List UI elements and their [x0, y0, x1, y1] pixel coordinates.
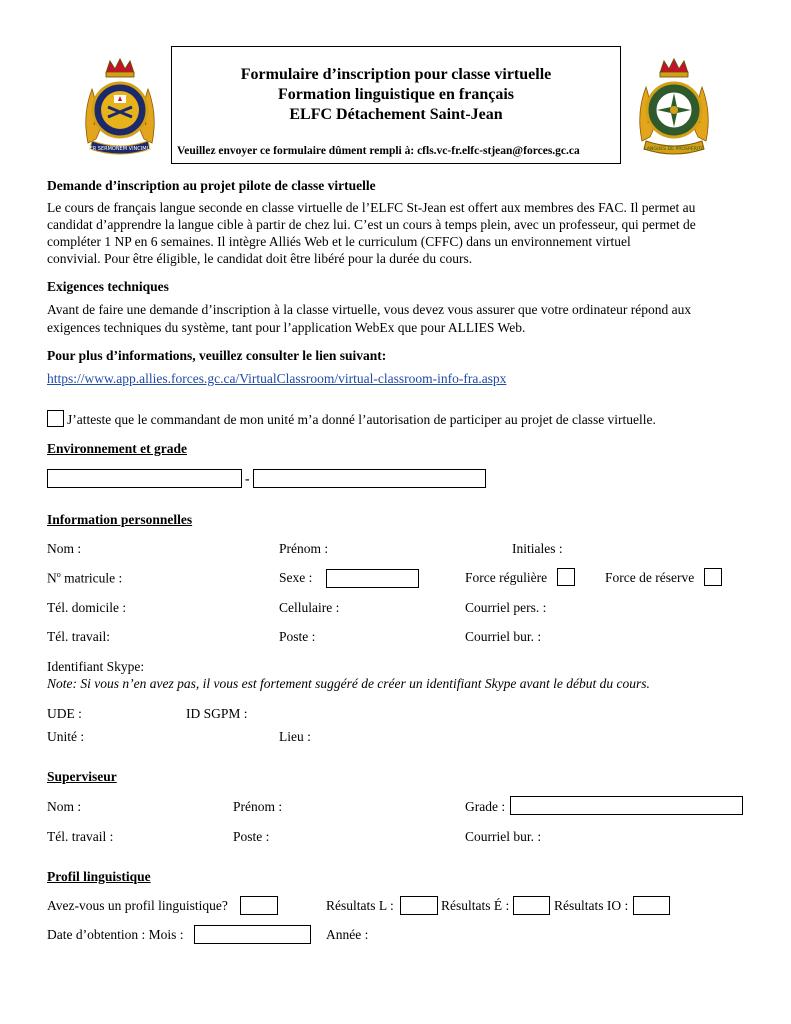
year-label: Année : [326, 927, 369, 942]
environment-select[interactable] [47, 469, 242, 488]
attest-checkbox[interactable] [47, 410, 64, 427]
supervisor-work-phone-label: Tél. travail : [47, 829, 114, 844]
work-email-label: Courriel bur. : [465, 629, 542, 644]
info-heading: Pour plus d’informations, veuillez consulter le lien suivant: [47, 348, 387, 363]
intro-line-2: candidat d’apprendre la langue cible à partir de chez lui. C’est un cours à temps plein, avec un professeur, qui permet de [47, 217, 696, 232]
work-phone-label: Tél. travail: [47, 629, 110, 644]
intro-line-4: convivial. Pour être éligible, le candidat doit être libéré pour la durée du cours. [47, 251, 473, 266]
month-select[interactable] [194, 925, 311, 944]
elfc-crest-left-logo [78, 55, 162, 157]
supervisor-rank-label: Grade : [465, 799, 506, 814]
unit-label: Unité : [47, 729, 85, 744]
ude-label: UDE : [47, 706, 82, 721]
cell-phone-label: Cellulaire : [279, 600, 340, 615]
personal-email-label: Courriel pers. : [465, 600, 547, 615]
oral-result-select[interactable] [633, 896, 670, 915]
elfc-crest-right-logo [632, 55, 716, 157]
home-phone-label: Tél. domicile : [47, 600, 127, 615]
supervisor-heading: Superviseur [47, 769, 117, 784]
attest-label: J’atteste que le commandant de mon unité m’a donné l’autorisation de participer au projet de classe virtuelle. [67, 412, 656, 427]
form-detachment: ELFC Détachement Saint-Jean [289, 106, 503, 123]
writing-result-select[interactable] [513, 896, 550, 915]
supervisor-work-email-label: Courriel bur. : [465, 829, 542, 844]
supervisor-last-name-label: Nom : [47, 799, 82, 814]
reserve-force-checkbox[interactable] [704, 568, 722, 586]
tech-heading: Exigences techniques [47, 279, 169, 294]
left-emblem-motto: PER SERMONEM VINCIMUS [86, 146, 154, 152]
tech-line-2: exigences techniques du système, tant pour l’application WebEx que pour ALLIES Web. [47, 320, 526, 335]
send-instruction: Veuillez envoyer ce formulaire dûment rempli à: cfls.vc-fr.elfc-stjean@forces.gc.ca [177, 145, 580, 157]
regular-force-label: Force régulière [465, 570, 548, 585]
profile-question-label: Avez-vous un profil linguistique? [47, 898, 228, 913]
id-sgpm-label: ID SGPM : [186, 706, 248, 721]
intro-line-3: compléter 1 NP en 6 semaines. Il intègre Alliés Web et le curriculum (CFFC) dans un environnement virtuel [47, 234, 631, 249]
rank-select[interactable] [253, 469, 486, 488]
personal-heading: Information personnelles [47, 512, 193, 527]
tech-line-1: Avant de faire une demande d’inscription à la classe virtuelle, vous devez vous assurer que votre ordinateur répond aux [47, 302, 692, 317]
skype-note: Note: Si vous n’en avez pas, il vous est fortement suggéré de créer un identifiant Skype avant le début du cours. [47, 676, 650, 691]
skype-label: Identifiant Skype: [47, 659, 145, 674]
reserve-force-label: Force de réserve [605, 570, 695, 585]
env-separator: - [245, 471, 250, 486]
intro-heading: Demande d’inscription au projet pilote de classe virtuelle [47, 178, 376, 193]
oral-result-label: Résultats IO : [554, 898, 629, 913]
sex-label: Sexe : [279, 570, 313, 585]
form-subtitle: Formation linguistique en français [277, 86, 514, 103]
initials-label: Initiales : [512, 541, 563, 556]
service-number-label: $N^o$ matricule : [47, 570, 123, 586]
sex-select[interactable] [326, 569, 419, 588]
intro-line-1: Le cours de français langue seconde en classe virtuelle de l’ELFC St-Jean est offert aux membres des FAC. Il permet au [47, 200, 696, 215]
form-title: Formulaire d’inscription pour classe virtuelle [240, 66, 552, 83]
env-heading: Environnement et grade [47, 441, 187, 456]
supervisor-extension-label: Poste : [233, 829, 270, 844]
first-name-label: Prénom : [279, 541, 329, 556]
date-month-label: Date d’obtention : Mois : [47, 927, 184, 942]
header-box [171, 46, 621, 164]
last-name-label: Nom : [47, 541, 82, 556]
writing-result-label: Résultats É : [441, 898, 510, 913]
info-link[interactable]: https://www.app.allies.forces.gc.ca/VirtualClassroom/virtual-classroom-info-fra.aspx [47, 371, 507, 386]
regular-force-checkbox[interactable] [557, 568, 575, 586]
location-label: Lieu : [279, 729, 311, 744]
profile-heading: Profil linguistique [47, 869, 151, 884]
profile-yes-no-select[interactable] [240, 896, 278, 915]
reading-result-select[interactable] [400, 896, 438, 915]
reading-result-label: Résultats L : [326, 898, 394, 913]
right-emblem-motto: LANGUES DE PROSPÉRITÉ [644, 147, 704, 152]
supervisor-first-name-label: Prénom : [233, 799, 283, 814]
extension-label: Poste : [279, 629, 316, 644]
supervisor-rank-select[interactable] [510, 796, 743, 815]
